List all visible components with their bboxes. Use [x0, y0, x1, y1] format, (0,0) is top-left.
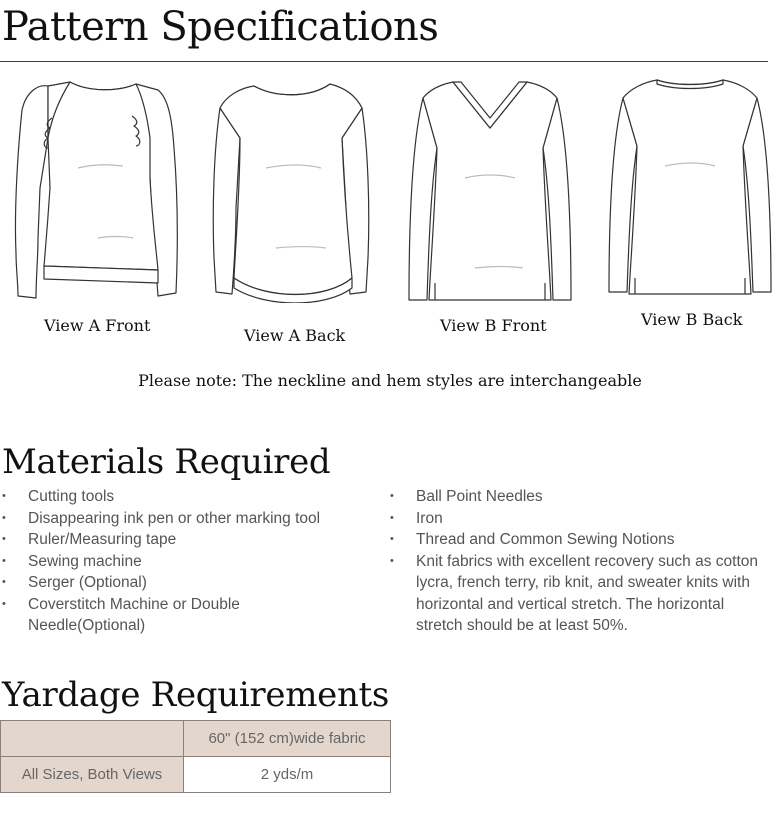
- list-item: • Ball Point Needles: [388, 486, 773, 508]
- view-a-front-label: View A Front: [44, 316, 151, 335]
- list-item: • Knit fabrics with excellent recovery such as cotton lycra, french terry, rib knit, and sweater knits with horizontal and vertical stretch. The horizontal stretch should be at least 50%.: [388, 551, 773, 637]
- view-b-front-label: View B Front: [440, 316, 547, 335]
- view-b-back-label: View B Back: [641, 310, 743, 329]
- list-item: • Serger (Optional): [0, 572, 380, 594]
- sizes-row-label: All Sizes, Both Views: [1, 757, 184, 793]
- view-b-front-illustration: [405, 78, 575, 308]
- title-divider: [0, 61, 768, 62]
- list-item: • Iron: [388, 508, 773, 530]
- materials-list-right: [388, 486, 773, 637]
- page-title: Pattern Specifications: [2, 4, 439, 50]
- yardage-title: Yardage Requirements: [2, 675, 390, 715]
- interchangeable-note: Please note: The neckline and hem styles are interchangeable: [138, 371, 642, 390]
- view-a-front-illustration: [8, 78, 186, 303]
- list-item: • Cutting tools: [0, 486, 380, 508]
- list-item: • Sewing machine: [0, 551, 380, 573]
- materials-list-left: [0, 486, 380, 637]
- yardage-table: [0, 720, 391, 793]
- view-b-back-illustration: [605, 76, 775, 301]
- view-a-back-illustration: [206, 78, 376, 303]
- view-a-back-label: View A Back: [244, 326, 346, 345]
- table-row: [1, 757, 391, 793]
- table-row: [1, 721, 391, 757]
- list-item: • Coverstitch Machine or Double Needle(Optional): [0, 594, 288, 637]
- materials-title: Materials Required: [2, 442, 331, 482]
- yardage-value: 2 yds/m: [184, 757, 391, 793]
- list-item: • Disappearing ink pen or other marking tool: [0, 508, 380, 530]
- table-corner-cell: [1, 721, 184, 757]
- list-item: • Ruler/Measuring tape: [0, 529, 380, 551]
- list-item: • Thread and Common Sewing Notions: [388, 529, 773, 551]
- fabric-width-header: 60" (152 cm)wide fabric: [184, 721, 391, 757]
